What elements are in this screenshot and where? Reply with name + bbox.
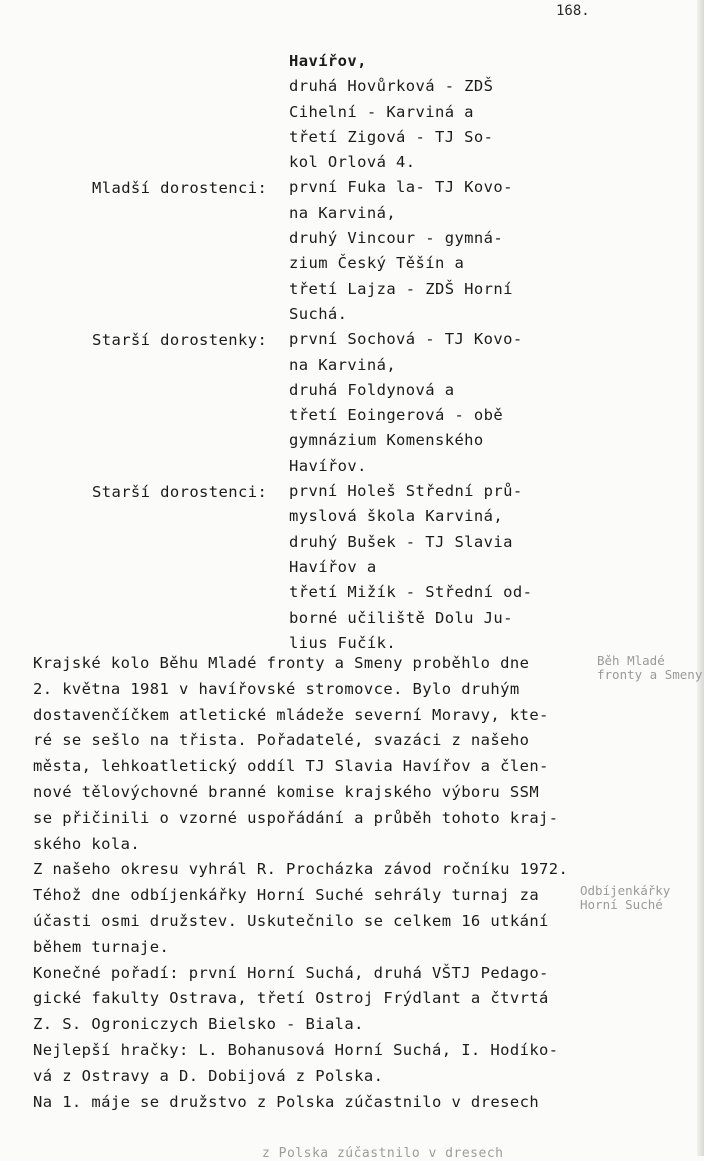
result-line: na Karviná, [289, 203, 397, 222]
body-line: nové tělovýchovné branné komise krajského výboru SSM [33, 782, 540, 801]
result-line: druhá Hovůrková - ZDŠ [289, 77, 494, 96]
category-younger-boys: Mladší dorostenci: [92, 179, 268, 197]
body-line: gické fakulty Ostrava, třetí Ostroj Frýdlant a čtvrtá [33, 989, 549, 1008]
body-line: Téhož dne odbíjenkářky Horní Suché sehrály turnaj za [33, 886, 540, 905]
margin-note-beh: Běh Mladé fronty a Smeny [597, 653, 703, 682]
result-line: Havířov. [289, 456, 367, 475]
result-line: první Sochová - TJ Kovo- [289, 330, 523, 349]
page-edge-shadow [697, 0, 704, 1156]
body-line: vá z Ostravy a D. Dobijová z Polska. [33, 1066, 384, 1085]
body-line: dostavenčíčkem atletické mládeže severní Moravy, kte- [33, 705, 549, 724]
body-line: Z. S. Ogroniczych Bielsko - Biala. [33, 1015, 364, 1034]
result-line: druhá Foldynová a [289, 380, 455, 399]
page-number: 168. [556, 3, 590, 19]
result-line: myslová škola Karviná, [289, 507, 504, 526]
result-line: zium Český Těšín a [289, 254, 465, 273]
results-column [289, 49, 532, 656]
result-line: lius Fučík. [289, 633, 397, 652]
body-line: během turnaje. [33, 937, 170, 956]
result-line: třetí Zigová - TJ So- [289, 127, 494, 146]
body-line: Z našeho okresu vyhrál R. Procházka závod ročníku 1972. [33, 860, 569, 879]
margin-note-odbijenkarky: Odbíjenkářky Horní Suché [580, 883, 671, 912]
body-line: ského kola. [33, 834, 141, 853]
body-paragraphs [33, 651, 568, 1115]
category-older-girls: Starší dorostenky: [92, 331, 268, 349]
result-line: první Holeš Střední prů- [289, 482, 523, 501]
result-line: třetí Lajza - ZDŠ Horní [289, 279, 513, 298]
result-line: Cihelní - Karviná a [289, 102, 474, 121]
result-line: na Karviná, [289, 355, 397, 374]
result-line: Suchá. [289, 304, 348, 323]
body-line: Konečné pořadí: první Horní Suchá, druhá VŠTJ Pedago- [33, 963, 549, 982]
result-line: gymnázium Komenského [289, 431, 484, 450]
result-line: třetí Eoingerová - obě [289, 406, 504, 425]
result-line: druhý Vincour - gymná- [289, 229, 504, 248]
result-line: druhý Bušek - TJ Slavia [289, 532, 513, 551]
category-older-boys: Starší dorostenci: [92, 483, 268, 501]
result-line: Havířov a [289, 557, 377, 576]
body-line: Na 1. máje se družstvo z Polska zúčastnilo v dresech [33, 1092, 540, 1111]
result-line: borné učiliště Dolu Ju- [289, 608, 513, 627]
result-line: Havířov, [289, 52, 367, 70]
result-line: první Fuka la- TJ Kovo- [289, 178, 513, 197]
result-line: kol Orlová 4. [289, 153, 416, 172]
body-line: účasti osmi družstev. Uskutečnilo se celkem 16 utkání [33, 911, 549, 930]
body-line: Krajské kolo Běhu Mladé fronty a Smeny proběhlo dne [33, 654, 530, 672]
body-line: ré se sešlo na třista. Pořadatelé, svazáci z našeho [33, 731, 530, 750]
body-line: se přičinili o vzorné uspořádání a průběh tohoto kraj- [33, 808, 559, 827]
body-line: 2. května 1981 v havířovské stromovce. Bylo druhým [33, 679, 520, 698]
body-line: města, lehkoatletický oddíl TJ Slavia Havířov a člen- [33, 757, 549, 776]
bleed-through-line: z Polska zúčastnilo v dresech [262, 1146, 504, 1161]
result-line: třetí Mižík - Střední od- [289, 583, 533, 602]
body-line: Nejlepší hračky: L. Bohanusová Horní Suchá, I. Hodíko- [33, 1040, 559, 1059]
